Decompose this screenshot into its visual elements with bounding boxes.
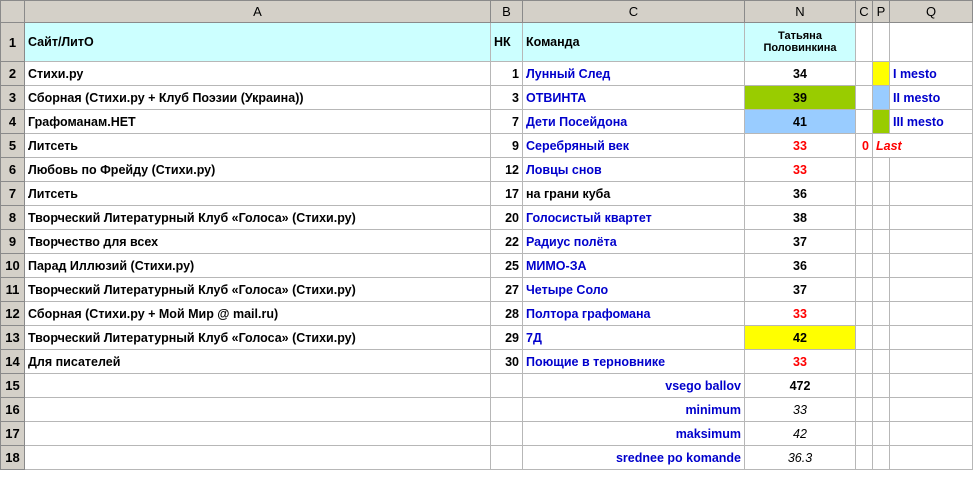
cell-score[interactable]: 36 <box>745 254 856 278</box>
row-header-2[interactable]: 2 <box>1 62 25 86</box>
cell-c[interactable] <box>856 278 873 302</box>
cell-team[interactable]: Голосистый квартет <box>523 206 745 230</box>
header-judge <box>745 23 856 62</box>
summary-label: maksimum <box>523 422 745 446</box>
header-judge-last: Половинкина <box>763 42 837 54</box>
cell-nk[interactable]: 1 <box>491 62 523 86</box>
cell-p[interactable] <box>873 374 890 398</box>
cell-p[interactable] <box>873 182 890 206</box>
cell-site[interactable]: Для писателей <box>25 350 491 374</box>
legend-label-bronze: III mesto <box>890 110 973 134</box>
row-header-8[interactable]: 8 <box>1 206 25 230</box>
cell-site[interactable]: Творчество для всех <box>25 230 491 254</box>
cell-site[interactable]: Сборная (Стихи.ру + Мой Мир @ mail.ru) <box>25 302 491 326</box>
cell-site[interactable] <box>25 398 491 422</box>
cell-team[interactable]: МИМО-ЗА <box>523 254 745 278</box>
cell-q[interactable] <box>890 182 973 206</box>
cell-team[interactable]: Поющие в терновнике <box>523 350 745 374</box>
cell-site[interactable]: Графоманам.НЕТ <box>25 110 491 134</box>
cell-c[interactable] <box>856 110 873 134</box>
cell-c[interactable] <box>856 302 873 326</box>
cell-c[interactable] <box>856 374 873 398</box>
cell-c[interactable] <box>856 230 873 254</box>
cell-q[interactable] <box>890 374 973 398</box>
legend-swatch-bronze <box>873 110 890 134</box>
legend-swatch-silver <box>873 86 890 110</box>
table-row <box>1 254 973 278</box>
cell-p[interactable] <box>873 398 890 422</box>
cell-q[interactable] <box>890 158 973 182</box>
column-header-q[interactable]: Q <box>890 1 973 23</box>
cell-c[interactable] <box>856 398 873 422</box>
cell-nk[interactable] <box>491 446 523 470</box>
column-header-c2[interactable]: C <box>856 1 873 23</box>
cell-team[interactable]: 7Д <box>523 326 745 350</box>
cell-score[interactable]: 37 <box>745 230 856 254</box>
row-header-5[interactable]: 5 <box>1 134 25 158</box>
cell-c[interactable] <box>856 206 873 230</box>
cell-q-row1[interactable] <box>890 23 973 62</box>
cell-q[interactable] <box>890 350 973 374</box>
summary-label: minimum <box>523 398 745 422</box>
cell-site[interactable] <box>25 374 491 398</box>
cell-c[interactable] <box>856 86 873 110</box>
cell-nk[interactable]: 30 <box>491 350 523 374</box>
cell-team[interactable]: Дети Посейдона <box>523 110 745 134</box>
cell-team[interactable]: ОТВИНТА <box>523 86 745 110</box>
cell-p[interactable] <box>873 206 890 230</box>
table-row <box>1 134 973 158</box>
row-header-1[interactable]: 1 <box>1 23 25 62</box>
summary-value[interactable]: 33 <box>745 398 856 422</box>
cell-c[interactable] <box>856 182 873 206</box>
cell-c[interactable] <box>856 446 873 470</box>
cell-team[interactable]: Четыре Соло <box>523 278 745 302</box>
cell-c[interactable] <box>856 422 873 446</box>
cell-site[interactable] <box>25 446 491 470</box>
column-header-c[interactable]: C <box>523 1 745 23</box>
legend-label-silver: II mesto <box>890 86 973 110</box>
cell-team[interactable]: Лунный След <box>523 62 745 86</box>
cell-nk[interactable] <box>491 422 523 446</box>
cell-nk[interactable] <box>491 398 523 422</box>
cell-site[interactable]: Литсеть <box>25 182 491 206</box>
summary-row <box>1 398 973 422</box>
cell-c[interactable] <box>856 350 873 374</box>
cell-p[interactable] <box>873 326 890 350</box>
table-header-row <box>1 23 973 62</box>
table-row <box>1 62 973 86</box>
row-header-11[interactable]: 11 <box>1 278 25 302</box>
cell-q[interactable] <box>890 302 973 326</box>
table-row <box>1 86 973 110</box>
table-row <box>1 230 973 254</box>
cell-p[interactable] <box>873 350 890 374</box>
cell-c[interactable] <box>856 254 873 278</box>
row-header-9[interactable]: 9 <box>1 230 25 254</box>
cell-site[interactable]: Любовь по Фрейду (Стихи.ру) <box>25 158 491 182</box>
cell-nk[interactable]: 25 <box>491 254 523 278</box>
cell-nk[interactable]: 7 <box>491 110 523 134</box>
row-header-6[interactable]: 6 <box>1 158 25 182</box>
row-header-7[interactable]: 7 <box>1 182 25 206</box>
cell-c[interactable] <box>856 158 873 182</box>
cell-site[interactable]: Стихи.ру <box>25 62 491 86</box>
row-header-3[interactable]: 3 <box>1 86 25 110</box>
cell-site[interactable]: Литсеть <box>25 134 491 158</box>
cell-nk[interactable]: 3 <box>491 86 523 110</box>
summary-row <box>1 374 973 398</box>
cell-nk[interactable]: 28 <box>491 302 523 326</box>
corner-select-all[interactable] <box>1 1 25 23</box>
header-team: Команда <box>523 23 745 62</box>
table-row <box>1 326 973 350</box>
cell-team[interactable]: Радиус полёта <box>523 230 745 254</box>
cell-p[interactable] <box>873 446 890 470</box>
cell-p[interactable] <box>873 158 890 182</box>
row-header-4[interactable]: 4 <box>1 110 25 134</box>
cell-score[interactable]: 33 <box>745 350 856 374</box>
cell-site[interactable] <box>25 422 491 446</box>
cell-score[interactable]: 38 <box>745 206 856 230</box>
column-header-a[interactable]: A <box>25 1 491 23</box>
cell-q[interactable] <box>890 326 973 350</box>
summary-value[interactable]: 472 <box>745 374 856 398</box>
cell-c-row1[interactable] <box>856 23 873 62</box>
cell-team[interactable]: Ловцы снов <box>523 158 745 182</box>
cell-c[interactable] <box>856 62 873 86</box>
summary-label: srednee po komande <box>523 446 745 470</box>
cell-p[interactable] <box>873 278 890 302</box>
cell-nk[interactable]: 9 <box>491 134 523 158</box>
table-row <box>1 302 973 326</box>
summary-label: vsego ballov <box>523 374 745 398</box>
column-header-row <box>1 1 973 23</box>
summary-value[interactable]: 42 <box>745 422 856 446</box>
column-header-n[interactable]: N <box>745 1 856 23</box>
row-header-18[interactable]: 18 <box>1 446 25 470</box>
cell-nk[interactable] <box>491 374 523 398</box>
cell-score[interactable]: 33 <box>745 302 856 326</box>
legend-swatch-gold <box>873 62 890 86</box>
table-row <box>1 182 973 206</box>
cell-q[interactable] <box>890 422 973 446</box>
cell-team[interactable]: Полтора графомана <box>523 302 745 326</box>
last-count[interactable]: 0 <box>856 134 873 158</box>
cell-score[interactable]: 41 <box>745 110 856 134</box>
table-row <box>1 158 973 182</box>
header-nk: НК <box>491 23 523 62</box>
cell-q[interactable] <box>890 398 973 422</box>
table-row <box>1 110 973 134</box>
header-site-lito: Сайт/ЛитО <box>25 23 491 62</box>
cell-p-row1[interactable] <box>873 23 890 62</box>
cell-score[interactable]: 37 <box>745 278 856 302</box>
cell-score[interactable]: 42 <box>745 326 856 350</box>
table-row <box>1 278 973 302</box>
cell-nk[interactable]: 12 <box>491 158 523 182</box>
cell-site[interactable]: Сборная (Стихи.ру + Клуб Поэзии (Украина)) <box>25 86 491 110</box>
last-label-cell <box>873 134 973 158</box>
row-header-16[interactable]: 16 <box>1 398 25 422</box>
cell-score[interactable]: 33 <box>745 158 856 182</box>
row-header-17[interactable]: 17 <box>1 422 25 446</box>
table-row <box>1 350 973 374</box>
cell-team[interactable]: Серебряный век <box>523 134 745 158</box>
cell-site[interactable]: Творческий Литературный Клуб «Голоса» (Стихи.ру) <box>25 326 491 350</box>
cell-site[interactable]: Творческий Литературный Клуб «Голоса» (Стихи.ру) <box>25 278 491 302</box>
row-header-10[interactable]: 10 <box>1 254 25 278</box>
summary-row <box>1 422 973 446</box>
cell-nk[interactable]: 27 <box>491 278 523 302</box>
cell-site[interactable]: Творческий Литературный Клуб «Голоса» (Стихи.ру) <box>25 206 491 230</box>
cell-q[interactable] <box>890 254 973 278</box>
cell-nk[interactable]: 29 <box>491 326 523 350</box>
cell-score[interactable]: 34 <box>745 62 856 86</box>
legend-label-gold: I mesto <box>890 62 973 86</box>
summary-row <box>1 446 973 470</box>
cell-q[interactable] <box>890 446 973 470</box>
cell-score[interactable]: 39 <box>745 86 856 110</box>
cell-nk[interactable]: 20 <box>491 206 523 230</box>
row-header-12[interactable]: 12 <box>1 302 25 326</box>
cell-nk[interactable]: 22 <box>491 230 523 254</box>
cell-team[interactable]: на грани куба <box>523 182 745 206</box>
row-header-14[interactable]: 14 <box>1 350 25 374</box>
row-header-15[interactable]: 15 <box>1 374 25 398</box>
cell-q[interactable] <box>890 206 973 230</box>
cell-p[interactable] <box>873 230 890 254</box>
summary-value[interactable]: 36.3 <box>745 446 856 470</box>
cell-c[interactable] <box>856 326 873 350</box>
cell-score[interactable]: 33 <box>745 134 856 158</box>
cell-p[interactable] <box>873 254 890 278</box>
column-header-p[interactable]: P <box>873 1 890 23</box>
column-header-b[interactable]: B <box>491 1 523 23</box>
row-header-13[interactable]: 13 <box>1 326 25 350</box>
cell-q[interactable] <box>890 278 973 302</box>
cell-p[interactable] <box>873 422 890 446</box>
table-row <box>1 206 973 230</box>
cell-score[interactable]: 36 <box>745 182 856 206</box>
last-label: Last <box>876 138 902 153</box>
cell-site[interactable]: Парад Иллюзий (Стихи.ру) <box>25 254 491 278</box>
cell-nk[interactable]: 17 <box>491 182 523 206</box>
cell-p[interactable] <box>873 302 890 326</box>
header-judge-first: Татьяна <box>778 30 822 42</box>
cell-q[interactable] <box>890 230 973 254</box>
